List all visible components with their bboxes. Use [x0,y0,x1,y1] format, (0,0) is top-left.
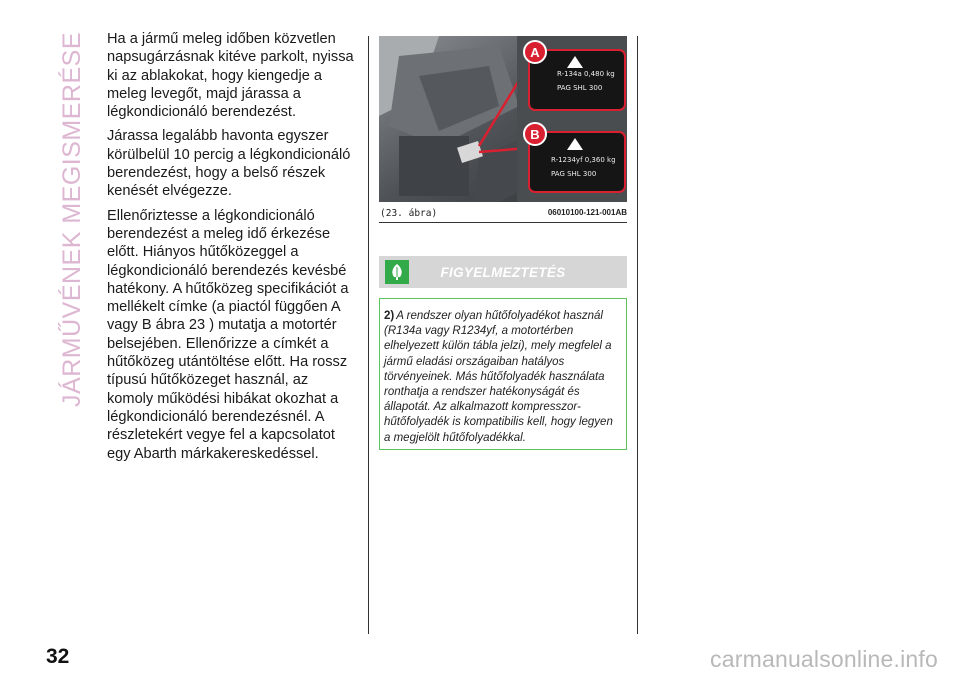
label-a-row-1: R-134a 0,480 kg [557,70,615,78]
callout-a: A [530,45,540,60]
warning-title: FIGYELMEZTETÉS [440,265,566,280]
warning-text: A rendszer olyan hűtőfolyadékot használ (R134a vagy R1234yf, a motortérben elhelyezett külön tábla jelzi), mely megfelel a jármű eladási országaiban hatályos törvényeinek. Más hűtőfolyadék használata ronthatja a rendszer hatékonyságát és állapotát. Az alkalmazott kompresszor-hűtőfolyadék is kompatibilis kell, hogy legyen a megjelölt hűtőfolyadékkal. [384,310,613,444]
body-text-column [107,30,357,469]
paragraph-1: Ha a jármű meleg időben közvetlen napsugárzásnak kitéve parkolt, nyissa ki az ablakokat, hogy kiengedje a meleg levegőt, majd járassa a légkondicionáló berendezést. [107,31,354,121]
paragraph-2: Járassa legalább havonta egyszer körülbelül 10 percig a légkondicionáló berendezést, hogy a belső részek kenését elvégezze. [107,128,351,200]
warning-number: 2) [384,310,395,322]
column-divider-right [637,36,638,634]
label-b-row-1: R-1234yf 0,360 kg [551,156,616,164]
warning-header [379,256,627,288]
label-b-row-2: PAG SHL 300 [551,170,597,178]
warning-box [379,298,627,450]
figure-code: 06010100-121-001AB [547,208,627,217]
paragraph-3: Ellenőriztesse a légkondicionáló berendezést a meleg idő érkezése előtt. Hiányos hűtőközeggel a légkondicionáló berendezés kevésbé hatékony. A hűtőközeg specifikációt a mellékelt címke (a piactól függően A vagy B ábra 23 ) mutatja a motortér belsejében. Ellenőrizze a címkét a hűtőközeg utántöltése előtt. Ha rossz típusú hűtőközeget használ, az komoly működési hibákat okozhat a légkondicionáló berendezésnél. A részletekért vegye fel a kapcsolatot egy Abarth márkakereskedéssel. [107,207,349,462]
watermark: carmanualsonline.info [710,646,938,672]
label-a-row-2: PAG SHL 300 [557,84,603,92]
engine-bay-figure [379,36,627,202]
section-title: JÁRMŰVÉNEK MEGISMERÉSE [57,32,86,407]
figure-label: (23. ábra) [380,208,438,219]
figure-caption [379,208,627,223]
column-divider-left [368,36,369,634]
engine-bay-illustration [379,36,627,202]
callout-b: B [530,127,540,142]
page-number: 32 [46,645,70,668]
